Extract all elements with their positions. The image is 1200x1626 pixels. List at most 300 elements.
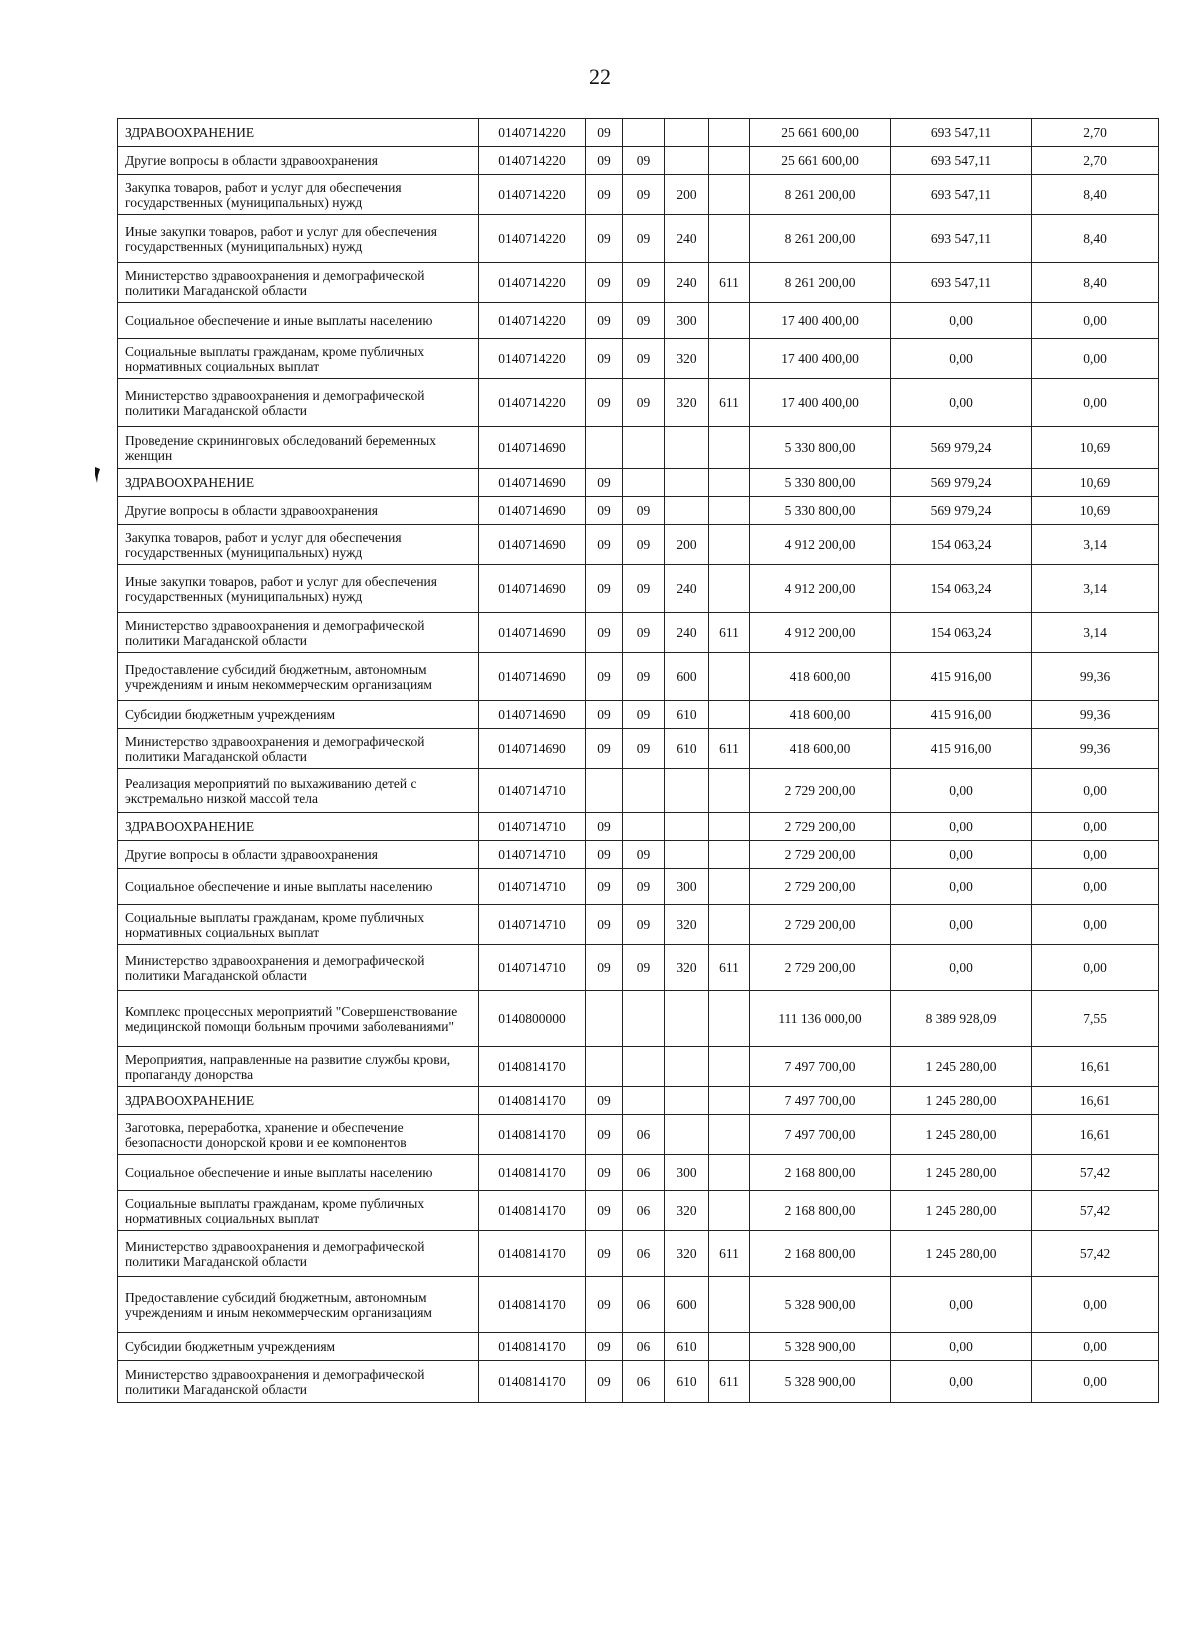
- row-plan: 2 729 200,00: [750, 813, 891, 841]
- table-row: [118, 905, 1159, 945]
- row-csr: 0140714220: [479, 215, 586, 263]
- row-vr: [665, 841, 709, 869]
- row-plan: 2 729 200,00: [750, 869, 891, 905]
- row-percent: 8,40: [1032, 215, 1159, 263]
- row-fact: 154 063,24: [891, 565, 1032, 613]
- row-plan: 2 729 200,00: [750, 945, 891, 991]
- row-section: 09: [586, 215, 623, 263]
- row-plan: 2 168 800,00: [750, 1155, 891, 1191]
- row-fact: 415 916,00: [891, 653, 1032, 701]
- row-grbs: 611: [709, 1231, 750, 1277]
- table-row: [118, 565, 1159, 613]
- row-grbs: [709, 869, 750, 905]
- row-percent: 0,00: [1032, 339, 1159, 379]
- row-subsection: 09: [623, 701, 665, 729]
- table-row: [118, 1277, 1159, 1333]
- table-row: [118, 469, 1159, 497]
- table-row: [118, 1361, 1159, 1403]
- row-plan: 2 168 800,00: [750, 1191, 891, 1231]
- row-percent: 8,40: [1032, 263, 1159, 303]
- row-plan: 25 661 600,00: [750, 119, 891, 147]
- row-vr: 300: [665, 1155, 709, 1191]
- row-percent: 7,55: [1032, 991, 1159, 1047]
- table-row: [118, 1087, 1159, 1115]
- row-csr: 0140714690: [479, 525, 586, 565]
- row-subsection: 06: [623, 1155, 665, 1191]
- row-plan: 418 600,00: [750, 729, 891, 769]
- row-percent: 0,00: [1032, 379, 1159, 427]
- row-name: Социальное обеспечение и иные выплаты населению: [118, 869, 479, 905]
- row-vr: [665, 119, 709, 147]
- row-section: 09: [586, 1115, 623, 1155]
- row-csr: 0140814170: [479, 1047, 586, 1087]
- row-plan: 418 600,00: [750, 653, 891, 701]
- row-percent: 3,14: [1032, 525, 1159, 565]
- row-fact: 0,00: [891, 905, 1032, 945]
- row-subsection: 09: [623, 339, 665, 379]
- row-grbs: [709, 1277, 750, 1333]
- row-csr: 0140714220: [479, 303, 586, 339]
- row-section: 09: [586, 497, 623, 525]
- row-subsection: 09: [623, 869, 665, 905]
- row-name: Иные закупки товаров, работ и услуг для обеспечения государственных (муниципальных) нужд: [118, 565, 479, 613]
- table-row: [118, 653, 1159, 701]
- row-grbs: [709, 813, 750, 841]
- row-plan: 2 729 200,00: [750, 841, 891, 869]
- row-csr: 0140814170: [479, 1231, 586, 1277]
- row-subsection: 06: [623, 1231, 665, 1277]
- row-vr: 600: [665, 1277, 709, 1333]
- row-percent: 99,36: [1032, 653, 1159, 701]
- table-row: [118, 119, 1159, 147]
- row-csr: 0140714220: [479, 379, 586, 427]
- row-name: ЗДРАВООХРАНЕНИЕ: [118, 1087, 479, 1115]
- row-vr: [665, 991, 709, 1047]
- row-name: ЗДРАВООХРАНЕНИЕ: [118, 469, 479, 497]
- row-section: 09: [586, 379, 623, 427]
- row-percent: 0,00: [1032, 303, 1159, 339]
- row-plan: 8 261 200,00: [750, 215, 891, 263]
- row-fact: 1 245 280,00: [891, 1231, 1032, 1277]
- row-csr: 0140714690: [479, 653, 586, 701]
- row-fact: 1 245 280,00: [891, 1047, 1032, 1087]
- table-row: [118, 813, 1159, 841]
- row-plan: 4 912 200,00: [750, 613, 891, 653]
- row-csr: 0140714690: [479, 427, 586, 469]
- row-csr: 0140714220: [479, 339, 586, 379]
- row-percent: 99,36: [1032, 729, 1159, 769]
- table-row: [118, 427, 1159, 469]
- row-subsection: 09: [623, 613, 665, 653]
- row-grbs: [709, 1087, 750, 1115]
- row-name: Министерство здравоохранения и демографической политики Магаданской области: [118, 945, 479, 991]
- row-section: 09: [586, 841, 623, 869]
- row-percent: 10,69: [1032, 427, 1159, 469]
- budget-table: [117, 118, 1159, 1403]
- table-row: [118, 841, 1159, 869]
- row-name: Министерство здравоохранения и демографической политики Магаданской области: [118, 613, 479, 653]
- row-percent: 16,61: [1032, 1047, 1159, 1087]
- row-subsection: 06: [623, 1361, 665, 1403]
- row-plan: 418 600,00: [750, 701, 891, 729]
- row-vr: 320: [665, 1231, 709, 1277]
- row-section: 09: [586, 263, 623, 303]
- row-section: [586, 427, 623, 469]
- row-fact: 569 979,24: [891, 427, 1032, 469]
- row-name: Министерство здравоохранения и демографической политики Магаданской области: [118, 263, 479, 303]
- row-percent: 0,00: [1032, 1333, 1159, 1361]
- row-subsection: [623, 1087, 665, 1115]
- row-percent: 3,14: [1032, 613, 1159, 653]
- row-subsection: [623, 813, 665, 841]
- row-fact: 8 389 928,09: [891, 991, 1032, 1047]
- row-subsection: [623, 469, 665, 497]
- row-vr: 610: [665, 1333, 709, 1361]
- row-subsection: [623, 1047, 665, 1087]
- row-fact: 0,00: [891, 769, 1032, 813]
- row-subsection: 09: [623, 497, 665, 525]
- row-name: Мероприятия, направленные на развитие службы крови, пропаганду донорства: [118, 1047, 479, 1087]
- row-csr: 0140714690: [479, 469, 586, 497]
- row-section: 09: [586, 613, 623, 653]
- table-row: [118, 147, 1159, 175]
- row-percent: 3,14: [1032, 565, 1159, 613]
- row-plan: 5 330 800,00: [750, 427, 891, 469]
- row-section: 09: [586, 565, 623, 613]
- row-name: Социальные выплаты гражданам, кроме публичных нормативных социальных выплат: [118, 1191, 479, 1231]
- row-section: 09: [586, 147, 623, 175]
- row-vr: [665, 769, 709, 813]
- row-fact: 0,00: [891, 1361, 1032, 1403]
- row-subsection: [623, 119, 665, 147]
- row-percent: 8,40: [1032, 175, 1159, 215]
- scan-mark: [93, 466, 101, 484]
- row-section: 09: [586, 701, 623, 729]
- row-plan: 2 729 200,00: [750, 769, 891, 813]
- row-name: Другие вопросы в области здравоохранения: [118, 841, 479, 869]
- row-plan: 17 400 400,00: [750, 379, 891, 427]
- row-grbs: [709, 905, 750, 945]
- row-fact: 0,00: [891, 1277, 1032, 1333]
- row-name: ЗДРАВООХРАНЕНИЕ: [118, 119, 479, 147]
- row-fact: 569 979,24: [891, 497, 1032, 525]
- row-csr: 0140714690: [479, 729, 586, 769]
- row-plan: 17 400 400,00: [750, 303, 891, 339]
- row-grbs: [709, 653, 750, 701]
- row-plan: 8 261 200,00: [750, 175, 891, 215]
- row-name: Социальное обеспечение и иные выплаты населению: [118, 303, 479, 339]
- row-grbs: [709, 841, 750, 869]
- row-vr: 240: [665, 263, 709, 303]
- row-subsection: 06: [623, 1115, 665, 1155]
- row-fact: 569 979,24: [891, 469, 1032, 497]
- row-percent: 16,61: [1032, 1115, 1159, 1155]
- table-row: [118, 1191, 1159, 1231]
- row-grbs: 611: [709, 729, 750, 769]
- row-percent: 57,42: [1032, 1231, 1159, 1277]
- row-fact: 0,00: [891, 339, 1032, 379]
- row-section: 09: [586, 1087, 623, 1115]
- row-csr: 0140714710: [479, 905, 586, 945]
- row-plan: 5 328 900,00: [750, 1277, 891, 1333]
- table-row: [118, 1115, 1159, 1155]
- table-row: [118, 613, 1159, 653]
- row-name: Закупка товаров, работ и услуг для обеспечения государственных (муниципальных) нужд: [118, 525, 479, 565]
- row-percent: 0,00: [1032, 869, 1159, 905]
- table-row: [118, 701, 1159, 729]
- row-name: ЗДРАВООХРАНЕНИЕ: [118, 813, 479, 841]
- table-row: [118, 175, 1159, 215]
- row-subsection: [623, 991, 665, 1047]
- row-percent: 16,61: [1032, 1087, 1159, 1115]
- row-vr: 200: [665, 175, 709, 215]
- row-grbs: 611: [709, 1361, 750, 1403]
- row-csr: 0140814170: [479, 1361, 586, 1403]
- row-vr: 320: [665, 945, 709, 991]
- row-subsection: 09: [623, 729, 665, 769]
- row-grbs: 611: [709, 263, 750, 303]
- row-name: Социальные выплаты гражданам, кроме публичных нормативных социальных выплат: [118, 339, 479, 379]
- table-row: [118, 303, 1159, 339]
- row-subsection: 06: [623, 1333, 665, 1361]
- row-grbs: [709, 119, 750, 147]
- row-percent: 0,00: [1032, 813, 1159, 841]
- row-csr: 0140714690: [479, 613, 586, 653]
- row-percent: 0,00: [1032, 769, 1159, 813]
- row-subsection: 09: [623, 565, 665, 613]
- table-row: [118, 525, 1159, 565]
- row-vr: 600: [665, 653, 709, 701]
- row-subsection: 09: [623, 215, 665, 263]
- row-vr: 610: [665, 1361, 709, 1403]
- row-grbs: 611: [709, 379, 750, 427]
- row-section: 09: [586, 813, 623, 841]
- row-fact: 0,00: [891, 869, 1032, 905]
- row-fact: 693 547,11: [891, 119, 1032, 147]
- row-csr: 0140714220: [479, 147, 586, 175]
- row-grbs: [709, 565, 750, 613]
- row-plan: 111 136 000,00: [750, 991, 891, 1047]
- row-plan: 8 261 200,00: [750, 263, 891, 303]
- table-row: [118, 729, 1159, 769]
- row-vr: 240: [665, 215, 709, 263]
- row-vr: 610: [665, 701, 709, 729]
- row-name: Министерство здравоохранения и демографической политики Магаданской области: [118, 1361, 479, 1403]
- row-vr: 240: [665, 565, 709, 613]
- table-row: [118, 945, 1159, 991]
- row-vr: 320: [665, 905, 709, 945]
- row-name: Реализация мероприятий по выхаживанию детей с экстремально низкой массой тела: [118, 769, 479, 813]
- row-grbs: [709, 525, 750, 565]
- row-grbs: [709, 1191, 750, 1231]
- row-plan: 7 497 700,00: [750, 1087, 891, 1115]
- row-section: 09: [586, 1191, 623, 1231]
- row-vr: 320: [665, 1191, 709, 1231]
- row-subsection: 09: [623, 263, 665, 303]
- row-percent: 10,69: [1032, 497, 1159, 525]
- row-grbs: [709, 339, 750, 379]
- row-plan: 4 912 200,00: [750, 525, 891, 565]
- table-row: [118, 869, 1159, 905]
- row-grbs: [709, 1333, 750, 1361]
- row-percent: 10,69: [1032, 469, 1159, 497]
- row-csr: 0140814170: [479, 1333, 586, 1361]
- row-plan: 2 729 200,00: [750, 905, 891, 945]
- row-subsection: [623, 769, 665, 813]
- row-name: Министерство здравоохранения и демографической политики Магаданской области: [118, 729, 479, 769]
- row-plan: 4 912 200,00: [750, 565, 891, 613]
- row-fact: 0,00: [891, 945, 1032, 991]
- row-fact: 693 547,11: [891, 215, 1032, 263]
- row-subsection: 09: [623, 379, 665, 427]
- row-fact: 0,00: [891, 379, 1032, 427]
- table-row: [118, 1155, 1159, 1191]
- row-csr: 0140714220: [479, 175, 586, 215]
- row-name: Социальные выплаты гражданам, кроме публичных нормативных социальных выплат: [118, 905, 479, 945]
- row-name: Комплекс процессных мероприятий "Совершенствование медицинской помощи больным прочими заболеваниями": [118, 991, 479, 1047]
- row-section: 09: [586, 525, 623, 565]
- row-section: 09: [586, 905, 623, 945]
- row-grbs: [709, 1047, 750, 1087]
- row-csr: 0140714690: [479, 497, 586, 525]
- row-plan: 2 168 800,00: [750, 1231, 891, 1277]
- row-name: Социальное обеспечение и иные выплаты населению: [118, 1155, 479, 1191]
- row-percent: 57,42: [1032, 1155, 1159, 1191]
- row-grbs: [709, 427, 750, 469]
- row-section: 09: [586, 729, 623, 769]
- table-row: [118, 1231, 1159, 1277]
- row-subsection: 09: [623, 653, 665, 701]
- row-fact: 415 916,00: [891, 701, 1032, 729]
- row-plan: 25 661 600,00: [750, 147, 891, 175]
- row-section: 09: [586, 469, 623, 497]
- table-row: [118, 263, 1159, 303]
- row-fact: 0,00: [891, 841, 1032, 869]
- row-subsection: [623, 427, 665, 469]
- row-csr: 0140814170: [479, 1087, 586, 1115]
- row-grbs: [709, 215, 750, 263]
- row-vr: [665, 427, 709, 469]
- row-grbs: [709, 147, 750, 175]
- row-subsection: 09: [623, 525, 665, 565]
- row-grbs: [709, 701, 750, 729]
- row-plan: 5 328 900,00: [750, 1333, 891, 1361]
- row-vr: [665, 1115, 709, 1155]
- row-section: 09: [586, 1361, 623, 1403]
- row-section: 09: [586, 1333, 623, 1361]
- row-csr: 0140714220: [479, 263, 586, 303]
- row-name: Другие вопросы в области здравоохранения: [118, 147, 479, 175]
- row-section: [586, 769, 623, 813]
- row-name: Субсидии бюджетным учреждениям: [118, 1333, 479, 1361]
- row-fact: 415 916,00: [891, 729, 1032, 769]
- row-percent: 2,70: [1032, 147, 1159, 175]
- table-row: [118, 215, 1159, 263]
- row-name: Проведение скрининговых обследований беременных женщин: [118, 427, 479, 469]
- row-grbs: [709, 469, 750, 497]
- row-name: Другие вопросы в области здравоохранения: [118, 497, 479, 525]
- row-percent: 0,00: [1032, 1361, 1159, 1403]
- row-csr: 0140800000: [479, 991, 586, 1047]
- row-name: Заготовка, переработка, хранение и обеспечение безопасности донорской крови и ее компонентов: [118, 1115, 479, 1155]
- row-name: Субсидии бюджетным учреждениям: [118, 701, 479, 729]
- row-section: 09: [586, 303, 623, 339]
- row-percent: 99,36: [1032, 701, 1159, 729]
- row-section: 09: [586, 1231, 623, 1277]
- row-section: 09: [586, 869, 623, 905]
- row-vr: 300: [665, 869, 709, 905]
- row-plan: 17 400 400,00: [750, 339, 891, 379]
- row-fact: 154 063,24: [891, 613, 1032, 653]
- row-csr: 0140814170: [479, 1115, 586, 1155]
- table-row: [118, 769, 1159, 813]
- row-vr: [665, 1047, 709, 1087]
- row-subsection: 09: [623, 175, 665, 215]
- row-csr: 0140714690: [479, 701, 586, 729]
- row-name: Закупка товаров, работ и услуг для обеспечения государственных (муниципальных) нужд: [118, 175, 479, 215]
- row-section: 09: [586, 119, 623, 147]
- row-plan: 5 330 800,00: [750, 469, 891, 497]
- row-name: Министерство здравоохранения и демографической политики Магаданской области: [118, 379, 479, 427]
- row-csr: 0140714710: [479, 813, 586, 841]
- row-fact: 1 245 280,00: [891, 1115, 1032, 1155]
- row-subsection: 09: [623, 147, 665, 175]
- row-csr: 0140714710: [479, 869, 586, 905]
- row-fact: 0,00: [891, 813, 1032, 841]
- row-fact: 693 547,11: [891, 263, 1032, 303]
- row-subsection: 09: [623, 841, 665, 869]
- row-percent: 0,00: [1032, 1277, 1159, 1333]
- row-section: 09: [586, 945, 623, 991]
- row-plan: 5 330 800,00: [750, 497, 891, 525]
- table-body: [118, 119, 1159, 1403]
- row-vr: [665, 497, 709, 525]
- row-fact: 0,00: [891, 1333, 1032, 1361]
- row-percent: 0,00: [1032, 841, 1159, 869]
- row-grbs: [709, 991, 750, 1047]
- row-grbs: [709, 175, 750, 215]
- row-csr: 0140714220: [479, 119, 586, 147]
- row-section: 09: [586, 339, 623, 379]
- row-vr: 240: [665, 613, 709, 653]
- row-section: [586, 1047, 623, 1087]
- row-vr: 320: [665, 339, 709, 379]
- row-subsection: 06: [623, 1277, 665, 1333]
- row-vr: [665, 813, 709, 841]
- row-name: Иные закупки товаров, работ и услуг для обеспечения государственных (муниципальных) нужд: [118, 215, 479, 263]
- table-row: [118, 991, 1159, 1047]
- row-section: 09: [586, 175, 623, 215]
- row-percent: 2,70: [1032, 119, 1159, 147]
- row-grbs: [709, 497, 750, 525]
- row-fact: 1 245 280,00: [891, 1155, 1032, 1191]
- row-vr: 200: [665, 525, 709, 565]
- row-vr: [665, 469, 709, 497]
- row-vr: 320: [665, 379, 709, 427]
- row-csr: 0140814170: [479, 1191, 586, 1231]
- row-csr: 0140714710: [479, 769, 586, 813]
- table-row: [118, 339, 1159, 379]
- row-plan: 5 328 900,00: [750, 1361, 891, 1403]
- row-fact: 1 245 280,00: [891, 1087, 1032, 1115]
- row-name: Министерство здравоохранения и демографической политики Магаданской области: [118, 1231, 479, 1277]
- table-row: [118, 1333, 1159, 1361]
- row-grbs: [709, 769, 750, 813]
- row-section: 09: [586, 1155, 623, 1191]
- table-row: [118, 497, 1159, 525]
- row-section: [586, 991, 623, 1047]
- row-csr: 0140814170: [479, 1277, 586, 1333]
